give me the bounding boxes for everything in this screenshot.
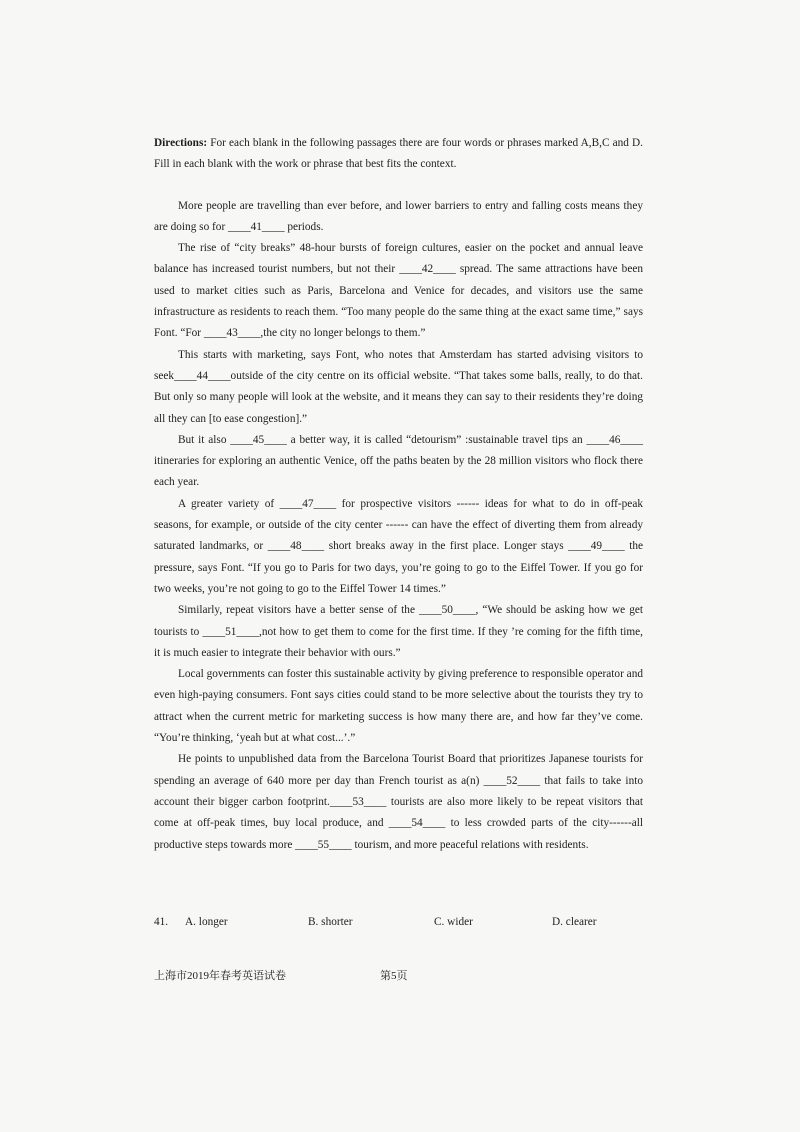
option-b: B. shorter [308, 916, 353, 928]
spacer [154, 176, 643, 196]
footer-title: 上海市2019年春考英语试卷 [154, 970, 286, 982]
page-content [154, 133, 643, 856]
passage-paragraph-3: This starts with marketing, says Font, who notes that Amsterdam has started advising visitors to seek____44____outside of the city centre on its official website. “That takes some balls, really, to do that. But only so many people will look at the website, and it means they can say to their residents they’re doing all they can [to ease congestion].” [154, 348, 643, 425]
passage-paragraph-2: The rise of “city breaks” 48-hour bursts of foreign cultures, easier on the pocket and annual leave balance has increased tourist numbers, but not their ____42____ spread. The same attractions have been used to market cities such as Paris, Barcelona and Venice for decades, and visitors use the same infrastructure as residents to reach them. “Too many people do the same thing at the exact same time,” says Font. “For ____43____,the city no longer belongs to them.” [154, 242, 643, 340]
passage-paragraph-6: Similarly, repeat visitors have a better sense of the ____50____, “We should be asking how we get tourists to ____51____,not how to get them to come for the first time. If they ’re coming for the fifth time, it is much easier to integrate their behavior with ours.” [154, 604, 643, 659]
option-a: A. longer [185, 916, 228, 928]
passage-paragraph-7: Local governments can foster this sustainable activity by giving preference to responsible operator and even high-paying consumers. Font says cities could stand to be more selective about the tourists they try to attract when the current metric for marketing success is how many there are, and how far they’ve come. “You’re thinking, ‘yeah but at what cost...’.” [154, 668, 643, 745]
passage-paragraph-8: He points to unpublished data from the Barcelona Tourist Board that prioritizes Japanese tourists for spending an average of 640 more per day than French tourist as a(n) ____52____ that fails to take into account their bigger carbon footprint.____53____ tourists are also more likely to be repeat visitors that come at off-peak times, buy local produce, and ____54____ to less crowded parts of the city------all productive steps towards more ____55____ tourism, and more peaceful relations with residents. [154, 753, 643, 851]
footer-page-number: 第5页 [380, 970, 408, 982]
option-d: D. clearer [552, 916, 597, 928]
directions-label: Directions: [154, 137, 208, 149]
passage-paragraph-5: A greater variety of ____47____ for prospective visitors ------ ideas for what to do in off-peak seasons, for example, or outside of the city center ------ can have the effect of diverting them from already saturated landmarks, or ____48____ short breaks away in the first place. Longer stays ____49____ the pressure, says Font. “If you go to Paris for two days, you’re going to go to the Eiffel Tower. If you go for two weeks, you’re not going to go to the Eiffel Tower 14 times.” [154, 497, 643, 595]
directions [154, 133, 643, 176]
passage-paragraph-4: But it also ____45____ a better way, it is called “detourism” :sustainable travel tips an ____46____ itineraries for exploring an authentic Venice, off the paths beaten by the 28 million visitors who flock there each year. [154, 433, 643, 489]
option-c: C. wider [434, 916, 473, 928]
question-number: 41. [154, 916, 169, 928]
directions-text: For each blank in the following passages there are four words or phrases marked A,B,C and D. Fill in each blank with the work or phrase that best fits the context. [154, 137, 643, 171]
passage-paragraph-1: More people are travelling than ever before, and lower barriers to entry and falling costs means they are doing so for ____41____ periods. [154, 199, 643, 233]
